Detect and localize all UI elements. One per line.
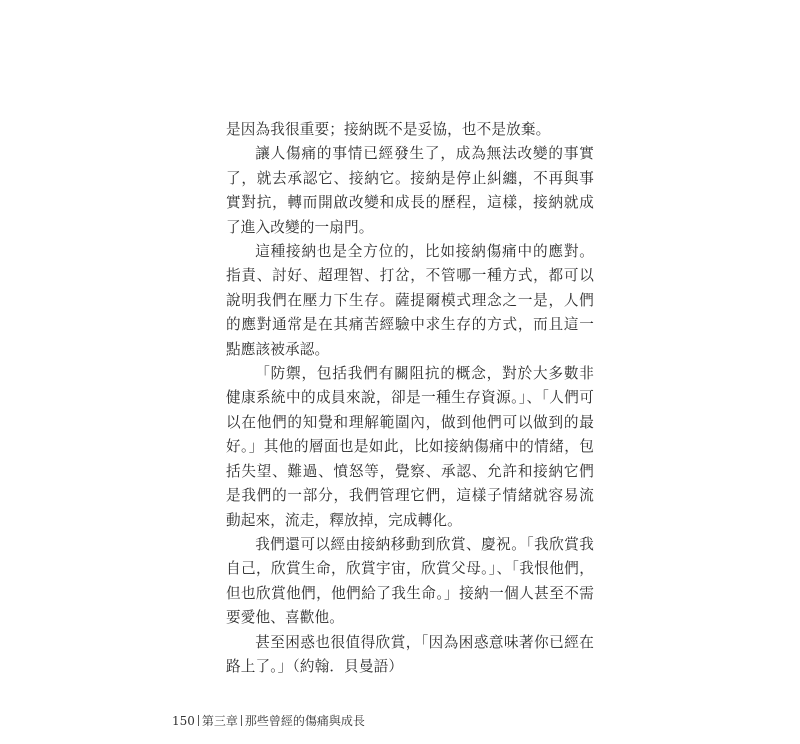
page-footer (172, 712, 365, 729)
paragraph-4: 「防禦，包括我們有關阻抗的概念，對於大多數非健康系統中的成員來說，卻是一種生存資源。」、「人們可以在他們的知覺和理解範圍內，做到他們可以做到的最好。」其他的層面也是如此，比如接納傷痛中的情緒，包括失望、難過、憤怒等，覺察、承認、允許和接納它們是我們的一部分，我們管理它們，這樣子情緒就容易流動起來，流走，釋放掉，完成轉化。 (226, 365, 594, 529)
paragraph-1: 是因為我很重要；接納既不是妥協，也不是放棄。 (226, 121, 551, 138)
paragraph-5: 我們還可以經由接納移動到欣賞、慶祝。「我欣賞我自己，欣賞生命，欣賞宇宙，欣賞父母。」、「我恨他們，但也欣賞他們，他們給了我生命。」接納一個人甚至不需要愛他、喜歡他。 (226, 535, 594, 627)
paragraph-6: 甚至困惑也很值得欣賞，「因為困惑意味著你已經在路上了。」（約翰．貝曼語） (226, 633, 594, 675)
footer-divider (198, 715, 199, 726)
chapter-label: 第三章 (201, 714, 238, 728)
chapter-title: 那些曾經的傷痛與成長 (244, 714, 365, 728)
page-number: 150 (172, 714, 195, 728)
footer-divider (241, 715, 242, 726)
paragraph-2: 讓人傷痛的事情已經發生了，成為無法改變的事實了，就去承認它、接納它。接納是停止糾纏，不再與事實對抗，轉而開啟改變和成長的歷程，這樣，接納就成了進入改變的一扇門。 (226, 145, 594, 236)
page-body-text (226, 118, 594, 679)
paragraph-3: 這種接納也是全方位的，比如接納傷痛中的應對。指責、討好、超理智、打岔，不管哪一種方式，都可以說明我們在壓力下生存。薩提爾模式理念之一是，人們的應對通常是在其痛苦經驗中求生存的方式，而且這一點應該被承認。 (226, 243, 594, 358)
